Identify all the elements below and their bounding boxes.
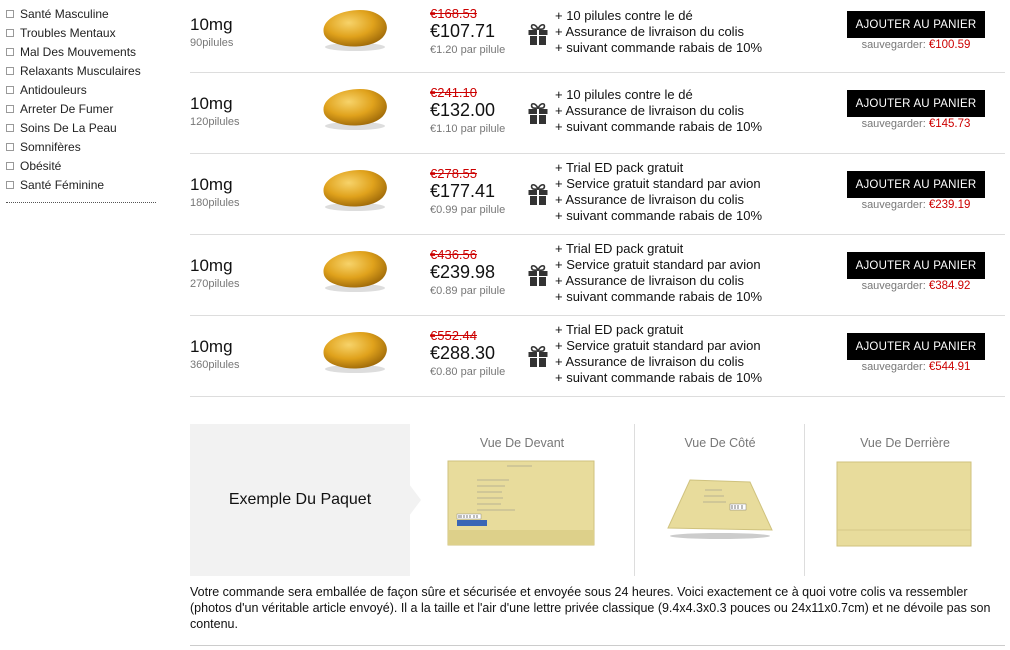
checkbox-icon[interactable] — [6, 10, 14, 18]
add-to-cart-button[interactable]: AJOUTER AU PANIER — [847, 90, 985, 117]
front-view — [410, 424, 634, 576]
pill-image — [318, 166, 390, 214]
checkbox-icon[interactable] — [6, 29, 14, 37]
category-item[interactable] — [6, 23, 156, 42]
bonus-item: + Service gratuit standard par avion — [555, 338, 761, 353]
savings-amount: €239.19 — [928, 199, 971, 211]
category-item[interactable] — [6, 118, 156, 137]
side-view — [635, 424, 805, 576]
old-price: €168.53 — [430, 6, 477, 21]
price: €239.98 — [430, 262, 496, 282]
add-to-cart-button[interactable]: AJOUTER AU PANIER — [847, 252, 985, 279]
checkbox-icon[interactable] — [6, 162, 14, 170]
gift-icon — [527, 344, 549, 368]
checkbox-icon[interactable] — [6, 86, 14, 94]
bonus-item: + Assurance de livraison du colis — [555, 103, 744, 118]
bottom-divider — [190, 645, 1005, 646]
price: €132.00 — [430, 100, 496, 120]
svg-text:ﾠ: ﾠ — [507, 466, 511, 470]
category-item[interactable] — [6, 61, 156, 80]
savings-amount: €544.91 — [928, 361, 971, 373]
package-description: Votre commande sera emballée de façon sûre et sécurisée et envoyée sous 24 heures. Voici exactement ce à quoi votre colis va ressembler (photos d'un véritable article envoyé). Il a la taille et l'air d'une lettre privée classique (9.4x4.3x0.3 pouces ou 24x11x0.7cm) et ne dévoile pas son contenu. — [190, 585, 991, 631]
savings-label: sauvegarder: — [861, 280, 926, 292]
bonus-list — [555, 322, 762, 386]
category-label: Mal Des Mouvements — [20, 44, 137, 59]
bonus-list — [555, 160, 762, 224]
checkbox-icon[interactable] — [6, 181, 14, 189]
bonus-item: + 10 pilules contre le dé — [555, 87, 693, 102]
old-price: €278.55 — [430, 166, 477, 181]
savings — [847, 280, 985, 292]
quantity-label: 360pilules — [190, 359, 240, 371]
quantity-label: 180pilules — [190, 197, 240, 209]
bonus-item: + Assurance de livraison du colis — [555, 273, 744, 288]
savings — [847, 39, 985, 51]
category-label: Soins De La Peau — [20, 120, 117, 135]
bonus-item: + suivant commande rabais de 10% — [555, 119, 763, 134]
add-to-cart-button[interactable]: AJOUTER AU PANIER — [847, 171, 985, 198]
dose-label: 10mg — [190, 15, 233, 34]
product-row — [190, 154, 1005, 235]
price: €177.41 — [430, 181, 496, 201]
dose-label: 10mg — [190, 337, 233, 356]
per-pill-price: €1.20 par pilule — [430, 44, 506, 56]
pill-image — [318, 85, 390, 133]
quantity-label: 270pilules — [190, 278, 240, 290]
package-section — [190, 424, 1005, 576]
bonus-item: + Assurance de livraison du colis — [555, 24, 744, 39]
old-price: €436.56 — [430, 247, 477, 262]
old-price: €241.10 — [430, 85, 477, 100]
bonus-item: + Trial ED pack gratuit — [555, 160, 684, 175]
category-sidebar — [6, 4, 156, 203]
product-list — [190, 0, 1005, 397]
product-row — [190, 73, 1005, 154]
pill-image — [318, 6, 390, 54]
price: €107.71 — [430, 21, 496, 41]
pill-image — [318, 328, 390, 376]
savings-label: sauvegarder: — [861, 361, 926, 373]
gift-icon — [527, 182, 549, 206]
category-item[interactable] — [6, 175, 156, 194]
bonus-item: + suivant commande rabais de 10% — [555, 370, 763, 385]
side-view-title: Vue De Côté — [684, 436, 756, 450]
dose-label: 10mg — [190, 175, 233, 194]
dose-label: 10mg — [190, 256, 233, 275]
quantity-label: 120pilules — [190, 116, 240, 128]
side-envelope-image — [660, 460, 780, 548]
checkbox-icon[interactable] — [6, 105, 14, 113]
old-price: €552.44 — [430, 328, 477, 343]
product-row — [190, 316, 1005, 397]
add-to-cart-button[interactable]: AJOUTER AU PANIER — [847, 11, 985, 38]
category-label: Somnifères — [20, 139, 81, 154]
category-label: Relaxants Musculaires — [20, 63, 141, 78]
bonus-item: + suivant commande rabais de 10% — [555, 40, 763, 55]
back-view-title: Vue De Derrière — [860, 436, 950, 450]
per-pill-price: €0.80 par pilule — [430, 366, 506, 378]
checkbox-icon[interactable] — [6, 143, 14, 151]
category-item[interactable] — [6, 156, 156, 175]
back-view — [805, 424, 1005, 576]
checkbox-icon[interactable] — [6, 48, 14, 56]
pill-image — [318, 247, 390, 295]
bonus-list — [555, 241, 762, 305]
per-pill-price: €0.99 par pilule — [430, 204, 506, 216]
savings-amount: €100.59 — [928, 39, 971, 51]
bonus-item: + Service gratuit standard par avion — [555, 257, 761, 272]
bonus-item: + suivant commande rabais de 10% — [555, 289, 763, 304]
savings — [847, 361, 985, 373]
gift-icon — [527, 263, 549, 287]
bonus-item: + Trial ED pack gratuit — [555, 322, 684, 337]
back-envelope-image — [835, 460, 975, 548]
savings-amount: €145.73 — [928, 118, 971, 130]
front-view-title: Vue De Devant — [479, 436, 565, 450]
category-list — [6, 4, 156, 194]
bonus-list — [555, 8, 762, 56]
category-item[interactable] — [6, 137, 156, 156]
sidebar-divider — [6, 202, 156, 203]
product-row — [190, 235, 1005, 316]
gift-icon — [527, 101, 549, 125]
bonus-item: + Trial ED pack gratuit — [555, 241, 684, 256]
checkbox-icon[interactable] — [6, 124, 14, 132]
category-label: Troubles Mentaux — [20, 25, 116, 40]
category-label: Santé Masculine — [20, 6, 109, 21]
gift-icon — [527, 22, 549, 46]
savings-amount: €384.92 — [928, 280, 971, 292]
product-row — [190, 0, 1005, 73]
category-label: Arreter De Fumer — [20, 101, 114, 116]
bonus-item: + suivant commande rabais de 10% — [555, 208, 763, 223]
savings — [847, 118, 985, 130]
bonus-item: + 10 pilules contre le dé — [555, 8, 693, 23]
quantity-label: 90pilules — [190, 37, 234, 49]
savings-label: sauvegarder: — [861, 199, 926, 211]
category-item[interactable] — [6, 99, 156, 118]
package-label: Exemple Du Paquet — [190, 424, 410, 576]
price: €288.30 — [430, 343, 496, 363]
savings-label: sauvegarder: — [861, 118, 926, 130]
front-envelope-image — [447, 460, 597, 548]
category-label: Santé Féminine — [20, 177, 105, 192]
savings — [847, 199, 985, 211]
bonus-item: + Service gratuit standard par avion — [555, 176, 761, 191]
bonus-item: + Assurance de livraison du colis — [555, 192, 744, 207]
bonus-item: + Assurance de livraison du colis — [555, 354, 744, 369]
category-item[interactable] — [6, 4, 156, 23]
checkbox-icon[interactable] — [6, 67, 14, 75]
per-pill-price: €0.89 par pilule — [430, 285, 506, 297]
category-label: Obésité — [20, 158, 62, 173]
category-item[interactable] — [6, 80, 156, 99]
category-item[interactable] — [6, 42, 156, 61]
savings-label: sauvegarder: — [861, 39, 926, 51]
bonus-list — [555, 87, 762, 135]
dose-label: 10mg — [190, 94, 233, 113]
category-label: Antidouleurs — [20, 82, 87, 97]
per-pill-price: €1.10 par pilule — [430, 123, 506, 135]
add-to-cart-button[interactable]: AJOUTER AU PANIER — [847, 333, 985, 360]
